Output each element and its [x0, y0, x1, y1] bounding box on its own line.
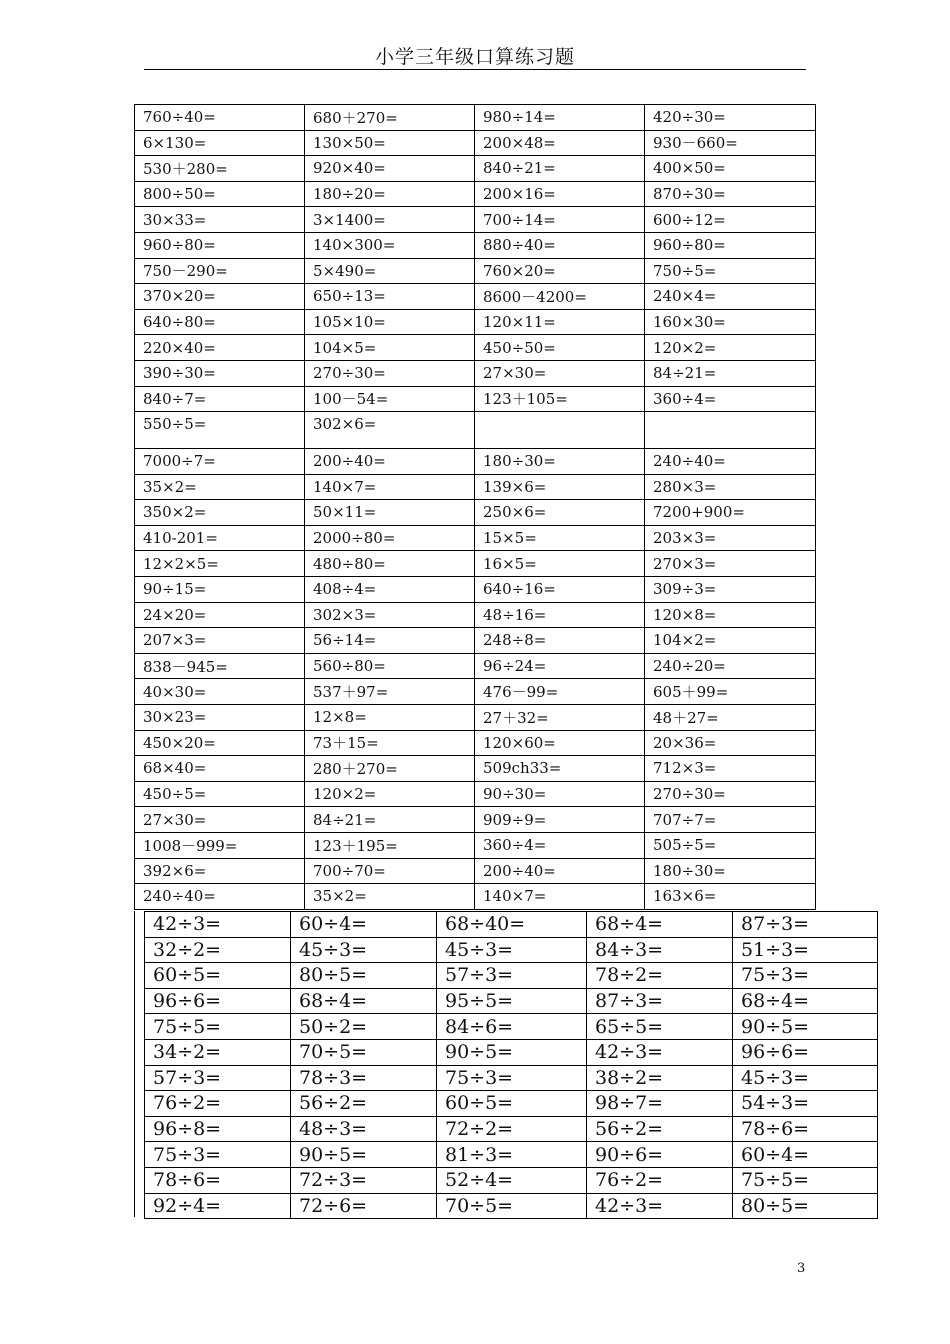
exercise-cell	[645, 412, 816, 449]
exercise-cell: 32÷2=	[145, 937, 291, 963]
exercise-cell: 450×20=	[135, 730, 305, 756]
exercise-cell: 180÷30=	[645, 858, 816, 884]
exercise-cell: 72÷2=	[437, 1116, 587, 1142]
exercise-cell: 240÷20=	[645, 653, 816, 679]
exercise-cell: 870÷30=	[645, 181, 816, 207]
exercise-cell: 7000÷7=	[135, 449, 305, 475]
table-row	[145, 1193, 878, 1219]
table-row	[135, 807, 816, 833]
exercise-cell: 700÷70=	[305, 858, 475, 884]
exercise-cell: 72÷6=	[291, 1193, 437, 1219]
exercise-cell: 120×11=	[475, 309, 645, 335]
exercise-cell: 57÷3=	[437, 963, 587, 989]
exercise-cell: 75÷3=	[733, 963, 878, 989]
exercise-cell: 87÷3=	[733, 912, 878, 938]
exercise-cell: 56÷2=	[291, 1091, 437, 1117]
exercise-cell: 84÷21=	[305, 807, 475, 833]
table-row	[145, 963, 878, 989]
table-row	[145, 1065, 878, 1091]
exercise-cell: 707÷7=	[645, 807, 816, 833]
exercise-cell: 360÷4=	[475, 832, 645, 858]
exercise-cell: 309÷3=	[645, 576, 816, 602]
exercise-cell: 450÷50=	[475, 335, 645, 361]
exercise-cell: 960÷80=	[645, 232, 816, 258]
table-row	[135, 412, 816, 449]
table-row	[135, 781, 816, 807]
table-row	[135, 500, 816, 526]
exercise-cell: 20×36=	[645, 730, 816, 756]
table-row	[135, 756, 816, 782]
exercise-cell: 640÷80=	[135, 309, 305, 335]
exercise-cell: 120×2=	[305, 781, 475, 807]
table-row	[145, 988, 878, 1014]
exercise-cell: 200×48=	[475, 130, 645, 156]
table-row	[135, 258, 816, 284]
exercise-cell: 75÷5=	[145, 1014, 291, 1040]
exercise-cell: 68÷4=	[587, 912, 733, 938]
table-row	[135, 551, 816, 577]
exercise-cell: 42÷3=	[587, 1193, 733, 1219]
exercise-cell: 16×5=	[475, 551, 645, 577]
table-row	[135, 884, 816, 910]
exercise-cell: 48÷3=	[291, 1116, 437, 1142]
exercise-cell: 65÷5=	[587, 1014, 733, 1040]
exercise-cell: 680＋270=	[305, 105, 475, 131]
exercise-cell: 140×7=	[305, 474, 475, 500]
exercise-cell: 509ch33=	[475, 756, 645, 782]
exercise-cell: 550÷5=	[135, 412, 305, 449]
exercise-cell: 392×6=	[135, 858, 305, 884]
exercise-cell: 120×8=	[645, 602, 816, 628]
exercise-cell: 81÷3=	[437, 1142, 587, 1168]
exercise-cell: 909÷9=	[475, 807, 645, 833]
exercise-cell	[475, 412, 645, 449]
exercise-cell: 96÷8=	[145, 1116, 291, 1142]
exercise-cell: 240÷40=	[135, 884, 305, 910]
table-row	[135, 628, 816, 654]
exercise-cell: 280×3=	[645, 474, 816, 500]
exercise-cell: 60÷5=	[437, 1091, 587, 1117]
exercise-cell: 98÷7=	[587, 1091, 733, 1117]
exercise-cell: 78÷6=	[733, 1116, 878, 1142]
exercise-cell: 280＋270=	[305, 756, 475, 782]
table-row	[145, 1116, 878, 1142]
exercise-cell: 700÷14=	[475, 207, 645, 233]
exercise-cell: 60÷5=	[145, 963, 291, 989]
exercise-cell: 980÷14=	[475, 105, 645, 131]
table-row	[145, 1167, 878, 1193]
exercise-cell: 75÷3=	[145, 1142, 291, 1168]
exercise-cell: 5×490=	[305, 258, 475, 284]
exercise-cell: 78÷2=	[587, 963, 733, 989]
exercise-cell: 48÷16=	[475, 602, 645, 628]
exercise-cell: 56÷2=	[587, 1116, 733, 1142]
exercise-cell: 140×7=	[475, 884, 645, 910]
exercise-cell: 530＋280=	[135, 156, 305, 182]
exercise-cell: 95÷5=	[437, 988, 587, 1014]
exercise-cell: 96÷6=	[733, 1039, 878, 1065]
table-row	[135, 309, 816, 335]
exercise-cell: 90÷5=	[733, 1014, 878, 1040]
exercise-cell: 750－290=	[135, 258, 305, 284]
exercise-cell: 90÷6=	[587, 1142, 733, 1168]
page-number: 3	[797, 1261, 806, 1276]
exercise-cell: 123＋195=	[305, 832, 475, 858]
exercise-cell: 100－54=	[305, 386, 475, 412]
exercise-cell: 70÷5=	[437, 1193, 587, 1219]
exercise-cell: 30×33=	[135, 207, 305, 233]
exercise-cell: 42÷3=	[145, 912, 291, 938]
exercise-cell: 38÷2=	[587, 1065, 733, 1091]
exercise-cell: 270×3=	[645, 551, 816, 577]
table-row	[135, 730, 816, 756]
exercise-cell: 24×20=	[135, 602, 305, 628]
exercise-cell: 760×20=	[475, 258, 645, 284]
exercise-cell: 200÷40=	[305, 449, 475, 475]
exercise-cell: 390÷30=	[135, 360, 305, 386]
exercise-cell: 640÷16=	[475, 576, 645, 602]
exercise-cell: 54÷3=	[733, 1091, 878, 1117]
exercise-cell: 90÷15=	[135, 576, 305, 602]
exercise-cell: 70÷5=	[291, 1039, 437, 1065]
exercise-cell: 302×3=	[305, 602, 475, 628]
exercise-cell: 50×11=	[305, 500, 475, 526]
exercise-cell: 48＋27=	[645, 704, 816, 730]
exercise-cell: 130×50=	[305, 130, 475, 156]
exercise-cell: 420÷30=	[645, 105, 816, 131]
exercise-cell: 840÷7=	[135, 386, 305, 412]
table-row	[135, 704, 816, 730]
table-row	[135, 360, 816, 386]
table-row	[135, 156, 816, 182]
exercise-cell: 410-201=	[135, 525, 305, 551]
table-row	[135, 653, 816, 679]
exercise-cell: 240÷40=	[645, 449, 816, 475]
table-row	[135, 474, 816, 500]
exercise-cell: 75÷3=	[437, 1065, 587, 1091]
exercise-cell: 56÷14=	[305, 628, 475, 654]
table-row	[135, 232, 816, 258]
exercise-cell: 207×3=	[135, 628, 305, 654]
exercise-cell: 68÷4=	[733, 988, 878, 1014]
exercise-cell: 27＋32=	[475, 704, 645, 730]
exercise-cell: 7200+900=	[645, 500, 816, 526]
exercise-cell: 180÷20=	[305, 181, 475, 207]
exercise-cell: 180÷30=	[475, 449, 645, 475]
table-row	[145, 1142, 878, 1168]
exercise-cell: 537＋97=	[305, 679, 475, 705]
exercise-cell: 505÷5=	[645, 832, 816, 858]
exercise-cell: 76÷2=	[145, 1091, 291, 1117]
exercise-table-1-body	[135, 105, 816, 449]
table-row	[135, 576, 816, 602]
table-row	[145, 937, 878, 963]
exercise-cell: 270÷30=	[645, 781, 816, 807]
exercise-cell: 45÷3=	[291, 937, 437, 963]
table-row	[135, 832, 816, 858]
exercise-cell: 96÷6=	[145, 988, 291, 1014]
exercise-cell: 27×30=	[475, 360, 645, 386]
exercise-cell: 52÷4=	[437, 1167, 587, 1193]
exercise-cell: 140×300=	[305, 232, 475, 258]
exercise-cell: 15×5=	[475, 525, 645, 551]
exercise-cell: 12×2×5=	[135, 551, 305, 577]
exercise-cell: 360÷4=	[645, 386, 816, 412]
exercise-cell: 250×6=	[475, 500, 645, 526]
exercise-cell: 96÷24=	[475, 653, 645, 679]
exercise-cell: 35×2=	[135, 474, 305, 500]
exercise-cell: 34÷2=	[145, 1039, 291, 1065]
exercise-cell: 68÷4=	[291, 988, 437, 1014]
exercise-cell: 60÷4=	[733, 1142, 878, 1168]
table-row	[135, 207, 816, 233]
table-row	[135, 335, 816, 361]
exercise-cell: 160×30=	[645, 309, 816, 335]
exercise-cell: 72÷3=	[291, 1167, 437, 1193]
exercise-cell: 84÷3=	[587, 937, 733, 963]
table-row	[145, 1014, 878, 1040]
exercise-cell: 270÷30=	[305, 360, 475, 386]
table-row	[135, 130, 816, 156]
exercise-cell: 480÷80=	[305, 551, 475, 577]
exercise-cell: 35×2=	[305, 884, 475, 910]
table-row	[135, 602, 816, 628]
exercise-cell: 605＋99=	[645, 679, 816, 705]
exercise-cell: 450÷5=	[135, 781, 305, 807]
exercise-cell: 800÷50=	[135, 181, 305, 207]
table-left-stub	[134, 911, 135, 1217]
exercise-cell: 75÷5=	[733, 1167, 878, 1193]
exercise-cell: 27×30=	[135, 807, 305, 833]
exercise-cell: 92÷4=	[145, 1193, 291, 1219]
exercise-cell: 80÷5=	[291, 963, 437, 989]
exercise-cell: 400×50=	[645, 156, 816, 182]
exercise-cell: 220×40=	[135, 335, 305, 361]
exercise-cell: 650÷13=	[305, 284, 475, 310]
exercise-cell: 80÷5=	[733, 1193, 878, 1219]
exercise-cell: 960÷80=	[135, 232, 305, 258]
exercise-cell: 84÷21=	[645, 360, 816, 386]
table-row	[145, 1039, 878, 1065]
exercise-cell: 476－99=	[475, 679, 645, 705]
exercise-cell: 880÷40=	[475, 232, 645, 258]
exercise-cell: 51÷3=	[733, 937, 878, 963]
page-title: 小学三年级口算练习题	[374, 46, 575, 68]
exercise-cell: 370×20=	[135, 284, 305, 310]
table-row	[135, 858, 816, 884]
exercise-cell: 90÷5=	[437, 1039, 587, 1065]
exercise-cell: 84÷6=	[437, 1014, 587, 1040]
exercise-cell: 840÷21=	[475, 156, 645, 182]
exercise-cell: 6×130=	[135, 130, 305, 156]
exercise-cell: 90÷30=	[475, 781, 645, 807]
exercise-cell: 350×2=	[135, 500, 305, 526]
exercise-cell: 60÷4=	[291, 912, 437, 938]
exercise-cell: 105×10=	[305, 309, 475, 335]
exercise-cell: 203×3=	[645, 525, 816, 551]
exercise-cell: 45÷3=	[437, 937, 587, 963]
exercise-cell: 2000÷80=	[305, 525, 475, 551]
exercise-cell: 120×2=	[645, 335, 816, 361]
table-row	[135, 525, 816, 551]
exercise-cell: 240×4=	[645, 284, 816, 310]
table-row	[135, 679, 816, 705]
table-row	[135, 181, 816, 207]
exercise-cell: 50÷2=	[291, 1014, 437, 1040]
exercise-table-2	[134, 448, 816, 910]
exercise-cell: 104×2=	[645, 628, 816, 654]
exercise-cell: 408÷4=	[305, 576, 475, 602]
exercise-cell: 712×3=	[645, 756, 816, 782]
exercise-cell: 78÷6=	[145, 1167, 291, 1193]
exercise-cell: 600÷12=	[645, 207, 816, 233]
exercise-table-3-body	[145, 912, 878, 1219]
exercise-cell: 163×6=	[645, 884, 816, 910]
exercise-cell: 30×23=	[135, 704, 305, 730]
exercise-cell: 104×5=	[305, 335, 475, 361]
exercise-cell: 68×40=	[135, 756, 305, 782]
exercise-cell: 560÷80=	[305, 653, 475, 679]
table-row	[145, 1091, 878, 1117]
exercise-table-3	[144, 911, 878, 1219]
exercise-cell: 750÷5=	[645, 258, 816, 284]
table-row	[135, 386, 816, 412]
exercise-table-1	[134, 104, 816, 449]
table-row	[145, 912, 878, 938]
table-row	[135, 449, 816, 475]
exercise-cell: 78÷3=	[291, 1065, 437, 1091]
exercise-cell: 45÷3=	[733, 1065, 878, 1091]
table-row	[135, 105, 816, 131]
exercise-cell: 139×6=	[475, 474, 645, 500]
exercise-cell: 200÷40=	[475, 858, 645, 884]
header-rule	[144, 69, 806, 70]
exercise-cell: 1008－999=	[135, 832, 305, 858]
exercise-table-2-body	[135, 449, 816, 910]
exercise-cell: 248÷8=	[475, 628, 645, 654]
exercise-cell: 40×30=	[135, 679, 305, 705]
exercise-cell: 87÷3=	[587, 988, 733, 1014]
exercise-cell: 42÷3=	[587, 1039, 733, 1065]
exercise-cell: 90÷5=	[291, 1142, 437, 1168]
exercise-cell: 68÷40=	[437, 912, 587, 938]
exercise-cell: 3×1400=	[305, 207, 475, 233]
exercise-cell: 302×6=	[305, 412, 475, 449]
exercise-cell: 838－945=	[135, 653, 305, 679]
exercise-cell: 123＋105=	[475, 386, 645, 412]
exercise-cell: 920×40=	[305, 156, 475, 182]
exercise-cell: 12×8=	[305, 704, 475, 730]
exercise-cell: 73＋15=	[305, 730, 475, 756]
exercise-cell: 930－660=	[645, 130, 816, 156]
exercise-cell: 200×16=	[475, 181, 645, 207]
exercise-cell: 76÷2=	[587, 1167, 733, 1193]
exercise-cell: 57÷3=	[145, 1065, 291, 1091]
exercise-cell: 8600－4200=	[475, 284, 645, 310]
exercise-cell: 760÷40=	[135, 105, 305, 131]
table-row	[135, 284, 816, 310]
exercise-cell: 120×60=	[475, 730, 645, 756]
